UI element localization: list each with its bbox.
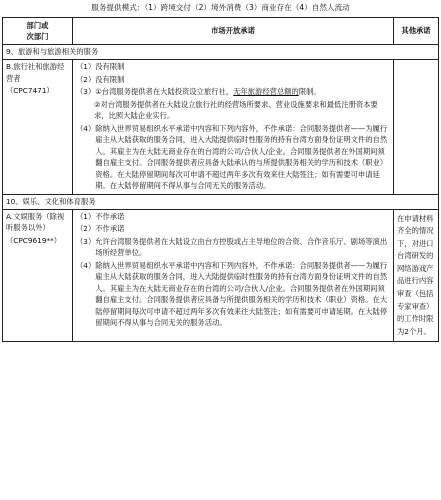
list-item bbox=[76, 61, 390, 73]
item-text: 除纳入世界贸易组织水平承诺中内容和下列内容外，不作承诺：合同服务提供者——为履行雇主从大陆获取的服务合同，进入大陆提供临时性服务的持有台湾方面身份证明文件的自然人。其雇主为在大陆无商业存在的台湾的公司/合伙人/企业。合同服务提供者在外国期间须翻自雇主支付。合同服务提供者应具备大陆承认的与所提供服务相关的学历和技术（职业）资格。在大陆停留期间每次可申请不超过两年多次有效来往大陆签注；如有需要可申请延期。在大陆停留期间不得从事与合同无关的服务活动。 bbox=[95, 123, 388, 190]
list-item bbox=[76, 260, 390, 329]
dept-code: （CPC7471） bbox=[6, 86, 54, 95]
section-title-row bbox=[3, 194, 439, 209]
section-title-tourism: 9、旅游和与旅游相关的服务 bbox=[3, 45, 439, 60]
market-cell-travel-agency bbox=[73, 60, 394, 195]
header-other: 其他承诺 bbox=[394, 18, 439, 45]
item-number: （1） bbox=[76, 62, 96, 71]
item-text bbox=[95, 86, 390, 98]
item-number: （2） bbox=[76, 224, 96, 233]
header-dept-line1: 部门或 bbox=[26, 21, 49, 30]
service-mode-caption: 服务提供模式：（1）跨境交付（2）境外消费（3）商业存在（4）自然人流动 bbox=[91, 3, 350, 12]
item-text: 没有限制 bbox=[95, 62, 125, 71]
header-market: 市场开放承诺 bbox=[73, 18, 394, 45]
dept-name: B.旅行社和旅游经营者 bbox=[6, 62, 65, 83]
section-body-row bbox=[3, 209, 439, 342]
item-text-post: 限制。 bbox=[298, 87, 321, 96]
dept-name: A.文娱服务（除视听服务以外） bbox=[6, 211, 65, 232]
item-text: 没有限制 bbox=[95, 74, 125, 84]
section-title-row bbox=[3, 45, 439, 60]
header-row bbox=[3, 18, 439, 45]
item-text-underlined: 无年旅游经营总额的 bbox=[233, 87, 299, 96]
dept-cell-entertainment bbox=[3, 209, 73, 342]
item-number: （1） bbox=[76, 211, 96, 221]
list-item bbox=[76, 123, 390, 192]
dept-code: （CPC9619**） bbox=[6, 235, 62, 245]
list-item bbox=[76, 236, 390, 259]
item-text-pre: ①台湾服务提供者在大陆投资设立旅行社， bbox=[95, 87, 234, 96]
list-item bbox=[76, 211, 390, 223]
section-body-row bbox=[3, 60, 439, 195]
item-number: （3） bbox=[76, 236, 96, 246]
item-text: 除纳入世界贸易组织水平承诺中内容和下列内容外，不作承诺：合同服务提供者——为履行雇主从大陆获取的服务合同，进入大陆提供临时性服务的持有台湾方面身份证明文件的自然人。其雇主为在大陆无商业存在的台湾的公司/合伙人/企业。合同服务提供者在外国期间须翻自雇主支付。合同服务提供者应具备与所提供服务相关的学历和技术（职业）资格。在大陆停留期间每次可申请不超过两年多次有效来往大陆签注；如有需要可申请延期。在大陆停留期间不得从事与合同无关的服务活动。 bbox=[95, 260, 388, 327]
list-subitem: ②对台湾服务提供者在大陆设立旅行社的经营场所要求、营业设施要求和最低注册资本要求，比照大陆企业实行。 bbox=[94, 99, 378, 120]
list-item bbox=[76, 86, 390, 98]
item-text: 不作承诺 bbox=[95, 211, 125, 221]
header-dept-line2: 次部门 bbox=[26, 32, 49, 41]
section-title-entertainment: 10、娱乐、文化和体育服务 bbox=[3, 194, 439, 209]
item-number: （4） bbox=[76, 123, 96, 133]
dept-cell-travel-agency bbox=[3, 60, 73, 195]
item-text: 不作承诺 bbox=[95, 224, 125, 233]
item-number: （3） bbox=[76, 87, 96, 96]
list-item bbox=[76, 74, 390, 86]
header-dept bbox=[3, 18, 73, 45]
item-text: 允许台湾服务提供者在大陆设立由台方控股或占主导地位的合资、合作音乐厅、剧场等演出场所经营单位。 bbox=[95, 236, 388, 257]
other-cell-travel-agency bbox=[394, 60, 439, 195]
market-cell-entertainment bbox=[73, 209, 394, 342]
item-number: （2） bbox=[76, 74, 96, 84]
item-number: （4） bbox=[76, 260, 96, 270]
commitment-table bbox=[2, 17, 439, 342]
other-cell-entertainment: 在申请材料齐全的情况下，对进口台湾研发的网络游戏产品进行内容审查（包括专家审查）的工作时限为2个月。 bbox=[394, 209, 439, 342]
list-item bbox=[76, 223, 390, 235]
